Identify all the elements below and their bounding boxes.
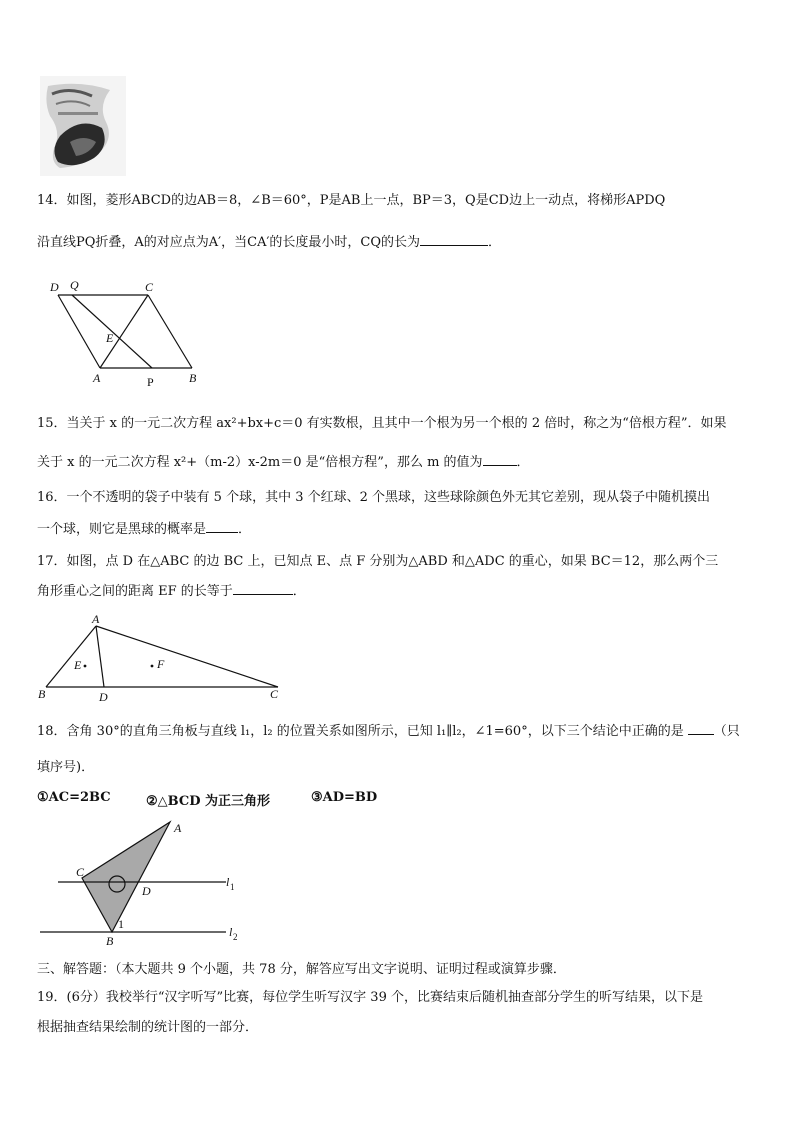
section-heading: 三、解答题：（本大题共 9 个小题，共 78 分，解答应写出文字说明、证明过程或演算步骤． <box>37 962 566 977</box>
answer-blank[interactable] <box>233 582 293 595</box>
label-A: A <box>174 821 182 835</box>
label-D: D <box>142 884 151 898</box>
answer-blank[interactable] <box>483 453 517 466</box>
q14-text-line2: 沿直线PQ折叠，A的对应点为A′，当CA′的长度最小时，CQ的长为 ． <box>37 235 502 250</box>
triangle-diagram <box>34 612 284 704</box>
label-B: B <box>38 687 46 701</box>
label-B: B <box>106 934 114 948</box>
label-angle-1: 1 <box>118 917 124 931</box>
label-l2-sub: 2 <box>233 932 238 942</box>
rhombus-diagram <box>46 278 216 390</box>
q16-text-line1: 16．一个不透明的袋子中装有 5 个球，其中 3 个红球、2 个黑球，这些球除颜色外无其它差别，现从袋子中随机摸出 <box>37 490 711 505</box>
set-square-diagram <box>36 818 256 948</box>
answer-blank[interactable] <box>688 722 714 735</box>
answer-blank[interactable] <box>420 233 488 246</box>
q17-text-line2: 角形重心之间的距离 EF 的长等于 ． <box>37 584 306 599</box>
book-cover-image <box>40 76 126 176</box>
label-D: D <box>50 280 59 294</box>
q14-text-line1: 14．如图，菱形ABCD的边AB＝8，∠B＝60°，P是AB上一点，BP＝3，Q是CD边上一动点，将梯形APDQ <box>37 193 666 208</box>
label-C: C <box>76 865 85 879</box>
label-E: E <box>106 331 114 345</box>
label-l1: l <box>226 875 230 889</box>
q16-text-line2: 一个球，则它是黑球的概率是 ． <box>37 522 252 537</box>
q15-text-line1: 15．当关于 x 的一元二次方程 ax²+bx+c＝0 有实数根，且其中一个根为另一个根的 2 倍时，称之为“倍根方程”．如果 <box>37 416 727 431</box>
label-l2: l <box>229 925 233 939</box>
answer-blank[interactable] <box>206 520 238 533</box>
label-E: E <box>74 658 82 672</box>
q18-text-line1: 18．含角 30°的直角三角板与直线 l₁，l₂ 的位置关系如图所示，已知 l₁∥l₂，∠1=60°，以下三个结论中正确的是 （只 <box>37 724 740 739</box>
label-l1-sub: 1 <box>230 882 235 892</box>
q18-option-1: ①AC=2BC <box>37 790 111 805</box>
q19-text-line2: 根据抽查结果绘制的统计图的一部分． <box>37 1020 259 1035</box>
label-C: C <box>270 687 279 701</box>
q19-text-line1: 19．(6分）我校举行“汉字听写”比赛，每位学生听写汉字 39 个，比赛结束后随机抽查部分学生的听写结果，以下是 <box>37 990 703 1005</box>
label-D: D <box>99 690 108 704</box>
q15-text-line2: 关于 x 的一元二次方程 x²+（m-2）x-2m＝0 是“倍根方程”，那么 m 的值为 ． <box>37 455 530 470</box>
label-A: A <box>92 612 100 626</box>
q17-text-line1: 17．如图，点 D 在△ABC 的边 BC 上，已知点 E、点 F 分别为△ABD 和△ADC 的重心，如果 BC＝12，那么两个三 <box>37 554 719 569</box>
q18-text-line2: 填序号)． <box>37 760 95 775</box>
q18-option-3: ③AD=BD <box>311 790 378 805</box>
label-A: A <box>93 371 101 385</box>
label-Q: Q <box>70 278 79 292</box>
q18-option-2: ②△BCD 为正三角形 <box>146 794 271 809</box>
label-B: B <box>189 371 197 385</box>
label-P: P <box>147 375 154 389</box>
label-F: F <box>157 657 165 671</box>
label-C: C <box>145 280 154 294</box>
